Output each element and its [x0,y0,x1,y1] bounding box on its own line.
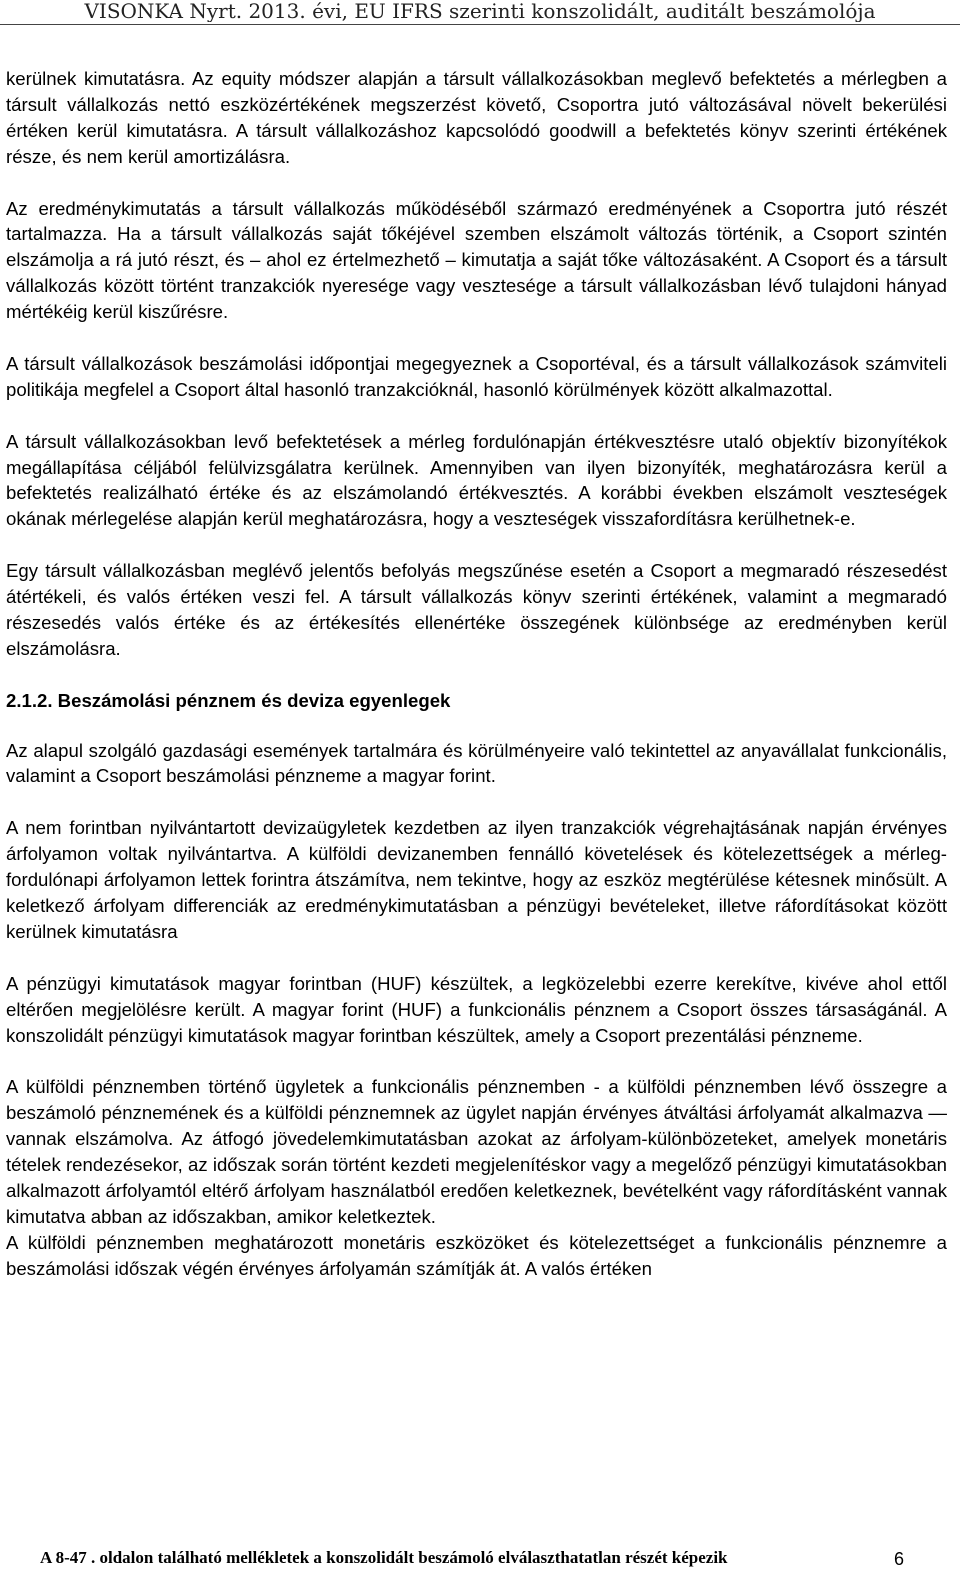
paragraph-foreign-currency-translation: A külföldi pénznemben történő ügyletek a funkcionális pénznemben - a külföldi pénznemben lévő összegre a beszámoló pénznemének és a külföldi pénznemnek az ügylet napján érvényes átváltási árfolyamát alkalmazva — vannak elszámolva. Az átfogó jövedelemkimutatásban azokat az árfolyam-különbözeteket, amelyek monetáris tételek rendezésekor, az időszak során történt kezdeti megjelenítéskor vagy a megelőző pénzügyi kimutatásokban alkalmazott árfolyamtól eltérő árfolyam használatból eredően keletkeznek, bevételként vagy ráfordításként vannak kimutatva abban az időszakban, amikor keletkeztek. [6,1076,947,1227]
paragraph-presentation-currency: A pénzügyi kimutatások magyar forintban (HUF) készültek, a legközelebbi ezerre kerekítve, kivéve ahol ettől eltérően megjelölésre került. A magyar forint (HUF) a funkcionális pénznem a Csoport összes társaságánál. A konszolidált pénzügyi kimutatások magyar forintban készültek, amely a Csoport prezentálási pénzneme. [6,972,947,1046]
running-header: VISONKA Nyrt. 2013. évi, EU IFRS szerinti konszolidált, auditált beszámolója [84,0,876,22]
header-divider [0,24,960,25]
paragraph-reporting-dates: A társult vállalkozások beszámolási időpontjai megegyeznek a Csoportéval, és a társult vállalkozások számviteli politikája megfelel a Csoport által hasonló tranzakcióknál, hasonló körülmények között alkalmazottal. [6,352,947,400]
paragraph-impairment: A társult vállalkozásokban levő befektetések a mérleg fordulónapján értékvesztésre utaló objektív bizonyítékok megállapítása céljából felülvizsgálatra kerülnek. Amennyiben van ilyen bizonyíték, meghatározásra kerül a befektetés realizálható értéke és az elszámolandó értékvesztés. A korábbi években elszámolt veszteségek okának mérlegelése alapján kerül meghatározásra, hogy a veszteségek visszafordításra kerülhetnek-e. [6,430,947,530]
page-number: 6 [894,1549,905,1569]
paragraph-loss-of-influence: Egy társult vállalkozásban meglévő jelentős befolyás megszűnése esetén a Csoport a megmaradó részesedést átértékeli, és valós értéken veszi fel. A társult vállalkozás könyv szerinti értékének, valamint a megmaradó részesedés valós értéke és az értékesítés ellenértéke összegének különbsége az eredményben kerül elszámolásra. [6,560,947,659]
section-heading: 2.1.2. Beszámolási pénznem és deviza egyenlegek [6,689,451,711]
paragraph-fx-transactions: A nem forintban nyilvántartott devizaügyletek kezdetben az ilyen tranzakciók végrehajtásának napján érvényes árfolyamon voltak nyilvántartva. A külföldi devizanemben fennálló követelések és kötelezettségek a mérleg-fordulónapi árfolyamon lettek forintra átszámítva, nem tekintve, hogy az eszköz megtérülése kétesnek minősült. A keletkező árfolyam differenciák az eredménykimutatásban a pénzügyi bevételeket, illetve ráfordításokat között kerülnek kimutatásra [6,817,947,942]
paragraph-equity-method: kerülnek kimutatásra. Az equity módszer alapján a társult vállalkozásokban meglevő befektetés a mérlegben a társult vállalkozás nettó eszközértékének megszerzést követő, Csoportra jutó változásával növelt bekerülési értéken kerül kimutatásra. A társult vállalkozáshoz kapcsolódó goodwill a befektetés könyv szerinti értékének része, és nem kerül amortizálásra. [6,68,947,167]
paragraph-income-statement: Az eredménykimutatás a társult vállalkozás működéséből származó eredményének a Csoportra jutó részét tartalmazza. Ha a társult vállalkozás saját tőkéjével szemben elszámolt változás történik, a Csoport szintén elszámolja a rá jutó részt, és – ahol ez értelmezhető – kimutatja a saját tőke változásaként. A Csoport és a társult vállalkozás között történt tranzakciók nyeresége vagy vesztesége a társult vállalkozásban lévő tulajdoni hányad mértékéig kerül kiszűrésre. [6,197,947,323]
document-body [6,66,947,1282]
paragraph-monetary-items: A külföldi pénznemben meghatározott monetáris eszközöket és kötelezettséget a funkcionális pénznemre a beszámolási időszak végén érvényes árfolyamán számítják át. A valós értéken [6,1231,947,1279]
page-footer: A 8-47 . oldalon található mellékletek a konszolidált beszámoló elválaszthatatlan részét képezik [40,1548,728,1567]
paragraph-functional-currency: Az alapul szolgáló gazdasági események tartalmára és körülményeire való tekintettel az anyavállalat funkcionális, valamint a Csoport beszámolási pénzneme a magyar forint. [6,739,947,787]
